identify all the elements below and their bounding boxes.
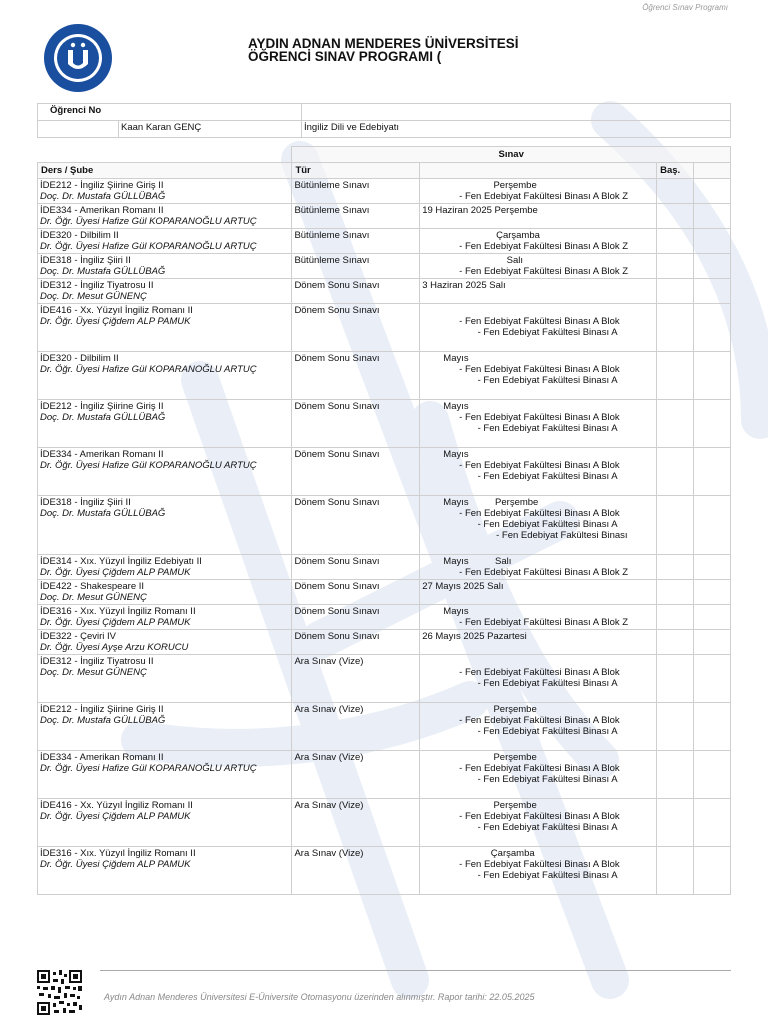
extra-cell [694,555,731,580]
teacher-name: Dr. Öğr. Üyesi Hafize Gül KOPARANOĞLU ARTUÇ [40,460,257,471]
course-name: İDE312 - İngiliz Tiyatrosu II [40,280,154,291]
col-details-header [420,163,657,179]
start-time [657,448,694,496]
exam-type: Bütünleme Sınavı [292,204,420,229]
course-name: İDE312 - İngiliz Tiyatrosu II [40,656,154,667]
teacher-name: Doç. Dr. Mustafa GÜLLÜBAĞ [40,266,166,277]
start-time [657,229,694,254]
exam-type: Ara Sınav (Vize) [292,751,420,799]
start-time [657,254,694,279]
extra-cell [694,847,731,895]
course-cell [38,580,292,605]
exam-type: Ara Sınav (Vize) [292,703,420,751]
student-no-value [302,104,731,121]
exam-type: Dönem Sonu Sınavı [292,496,420,555]
course-cell [38,703,292,751]
exam-details: 19 Haziran 2025 Perşembe [420,204,657,229]
exam-details: Mayıs - Fen Edebiyat Fakültesi Binası A Blok - Fen Edebiyat Fakültesi Binası A [420,400,657,448]
exam-type: Bütünleme Sınavı [292,229,420,254]
course-name: İDE416 - Xx. Yüzyıl İngiliz Romanı II [40,305,193,316]
course-name: İDE320 - Dilbilim II [40,353,119,364]
exam-type: Dönem Sonu Sınavı [292,555,420,580]
teacher-name: Doç. Dr. Mustafa GÜLLÜBAĞ [40,508,166,519]
exam-type: Bütünleme Sınavı [292,179,420,204]
course-name: İDE334 - Amerikan Romanı II [40,205,164,216]
course-cell [38,400,292,448]
table-row [38,352,731,400]
table-row [38,279,731,304]
table-row [38,630,731,655]
course-cell [38,352,292,400]
table-row [38,400,731,448]
col-course-header: Ders / Şube [38,163,292,179]
exam-details: - Fen Edebiyat Fakültesi Binası A Blok - Fen Edebiyat Fakültesi Binası A [420,655,657,703]
course-cell [38,496,292,555]
extra-cell [694,254,731,279]
exam-type: Ara Sınav (Vize) [292,655,420,703]
start-time [657,580,694,605]
table-row [38,496,731,555]
extra-cell [694,179,731,204]
document-title [248,37,519,63]
course-name: İDE318 - İngiliz Şiiri II [40,497,131,508]
start-time [657,279,694,304]
exam-details: 3 Haziran 2025 Salı [420,279,657,304]
start-time [657,496,694,555]
exam-type: Bütünleme Sınavı [292,254,420,279]
course-cell [38,229,292,254]
course-name: İDE334 - Amerikan Romanı II [40,449,164,460]
table-row [38,799,731,847]
start-time [657,630,694,655]
course-name: İDE416 - Xx. Yüzyıl İngiliz Romanı II [40,800,193,811]
extra-cell [694,448,731,496]
title-line-2: ÖĞRENCİ SINAV PROGRAMI ( [248,49,442,64]
exam-details: - Fen Edebiyat Fakültesi Binası A Blok - Fen Edebiyat Fakültesi Binası A [420,304,657,352]
start-time [657,555,694,580]
extra-cell [694,229,731,254]
exam-details: Perşembe - Fen Edebiyat Fakültesi Binası A Blok - Fen Edebiyat Fakültesi Binası A [420,799,657,847]
course-name: İDE320 - Dilbilim II [40,230,119,241]
course-cell [38,448,292,496]
course-name: İDE212 - İngiliz Şiirine Giriş II [40,180,164,191]
start-time [657,799,694,847]
exam-details: Çarşamba - Fen Edebiyat Fakültesi Binası A Blok - Fen Edebiyat Fakültesi Binası A [420,847,657,895]
exam-details: Mayıs Perşembe - Fen Edebiyat Fakültesi Binası A Blok - Fen Edebiyat Fakültesi Binası A - Fen Edebiyat Fakültesi Binası [420,496,657,555]
extra-cell [694,496,731,555]
exam-details: Perşembe - Fen Edebiyat Fakültesi Binası A Blok Z [420,179,657,204]
exam-type: Dönem Sonu Sınavı [292,279,420,304]
table-row [38,179,731,204]
table-row [38,448,731,496]
teacher-name: Dr. Öğr. Üyesi Çiğdem ALP PAMUK [40,859,191,870]
start-time [657,204,694,229]
title-line-1: AYDIN ADNAN MENDERES ÜNİVERSİTESİ [248,36,519,51]
teacher-name: Dr. Öğr. Üyesi Çiğdem ALP PAMUK [40,811,191,822]
exam-details: 27 Mayıs 2025 Salı [420,580,657,605]
course-cell [38,555,292,580]
department-name: İngiliz Dili ve Edebiyatı [302,121,731,138]
col-start-header: Baş. [657,163,694,179]
course-cell [38,630,292,655]
teacher-name: Dr. Öğr. Üyesi Ayşe Arzu KORUCU [40,642,189,653]
table-row [38,229,731,254]
teacher-name: Dr. Öğr. Üyesi Hafize Gül KOPARANOĞLU ARTUÇ [40,241,257,252]
exam-details: Perşembe - Fen Edebiyat Fakültesi Binası A Blok - Fen Edebiyat Fakültesi Binası A [420,703,657,751]
extra-cell [694,400,731,448]
table-row [38,703,731,751]
teacher-name: Doç. Dr. Mustafa GÜLLÜBAĞ [40,412,166,423]
start-time [657,304,694,352]
start-time [657,400,694,448]
course-name: İDE322 - Çeviri IV [40,631,117,642]
course-name: İDE212 - İngiliz Şiirine Giriş II [40,704,164,715]
exam-type: Dönem Sonu Sınavı [292,605,420,630]
exam-type: Dönem Sonu Sınavı [292,400,420,448]
exam-type: Dönem Sonu Sınavı [292,304,420,352]
exam-details: Mayıs - Fen Edebiyat Fakültesi Binası A Blok - Fen Edebiyat Fakültesi Binası A [420,352,657,400]
extra-cell [694,655,731,703]
exam-type: Ara Sınav (Vize) [292,847,420,895]
student-no-label: Öğrenci No [38,104,302,121]
exam-details: Salı - Fen Edebiyat Fakültesi Binası A Blok Z [420,254,657,279]
table-row [38,254,731,279]
table-row [38,655,731,703]
exam-details: Mayıs - Fen Edebiyat Fakültesi Binası A Blok Z [420,605,657,630]
exam-schedule-table [37,146,731,895]
table-row [38,304,731,352]
extra-cell [694,799,731,847]
course-name: İDE316 - Xıx. Yüzyıl İngiliz Romanı II [40,606,196,617]
teacher-name: Dr. Öğr. Üyesi Hafize Gül KOPARANOĞLU ARTUÇ [40,364,257,375]
extra-cell [694,204,731,229]
course-name: İDE212 - İngiliz Şiirine Giriş II [40,401,164,412]
qr-code [37,970,82,1015]
exam-type: Dönem Sonu Sınavı [292,630,420,655]
extra-cell [694,279,731,304]
table-row [38,751,731,799]
course-cell [38,279,292,304]
exam-type: Dönem Sonu Sınavı [292,448,420,496]
start-time [657,179,694,204]
extra-cell [694,703,731,751]
course-cell [38,254,292,279]
course-name: İDE422 - Shakespeare II [40,581,145,592]
teacher-name: Doç. Dr. Mustafa GÜLLÜBAĞ [40,715,166,726]
extra-cell [694,605,731,630]
course-cell [38,204,292,229]
exam-details: Perşembe - Fen Edebiyat Fakültesi Binası A Blok - Fen Edebiyat Fakültesi Binası A [420,751,657,799]
table-row [38,580,731,605]
teacher-name: Dr. Öğr. Üyesi Hafize Gül KOPARANOĞLU ARTUÇ [40,763,257,774]
exam-type: Ara Sınav (Vize) [292,799,420,847]
course-cell [38,847,292,895]
teacher-name: Dr. Öğr. Üyesi Çiğdem ALP PAMUK [40,617,191,628]
course-cell [38,655,292,703]
start-time [657,751,694,799]
table-row [38,605,731,630]
start-time [657,703,694,751]
teacher-name: Dr. Öğr. Üyesi Hafize Gül KOPARANOĞLU ARTUÇ [40,216,257,227]
teacher-name: Doç. Dr. Mesut GÜNENÇ [40,291,147,302]
extra-cell [694,580,731,605]
teacher-name: Doç. Dr. Mustafa GÜLLÜBAĞ [40,191,166,202]
start-time [657,655,694,703]
teacher-name: Dr. Öğr. Üyesi Çiğdem ALP PAMUK [40,567,191,578]
student-name: Kaan Karan GENÇ [119,121,302,138]
col-type-header: Tür [292,163,420,179]
teacher-name: Dr. Öğr. Üyesi Çiğdem ALP PAMUK [40,316,191,327]
course-name: İDE318 - İngiliz Şiiri II [40,255,131,266]
extra-cell [694,751,731,799]
start-time [657,352,694,400]
start-time [657,847,694,895]
footer-text: Aydın Adnan Menderes Üniversitesi E-Üniversite Otomasyonu üzerinden alınmıştır. Rapor tarihi: 22.05.2025 [104,992,535,1002]
course-cell [38,605,292,630]
teacher-name: Doç. Dr. Mesut GÜNENÇ [40,592,147,603]
exam-details: Çarşamba - Fen Edebiyat Fakültesi Binası A Blok Z [420,229,657,254]
table-row [38,847,731,895]
exam-details: Mayıs - Fen Edebiyat Fakültesi Binası A Blok - Fen Edebiyat Fakültesi Binası A [420,448,657,496]
extra-cell [694,630,731,655]
footer-divider [100,970,731,971]
exam-type: Dönem Sonu Sınavı [292,580,420,605]
exam-type: Dönem Sonu Sınavı [292,352,420,400]
course-cell [38,304,292,352]
teacher-name: Doç. Dr. Mesut GÜNENÇ [40,667,147,678]
start-time [657,605,694,630]
course-cell [38,751,292,799]
extra-cell [694,352,731,400]
course-name: İDE314 - Xıx. Yüzyıl İngiliz Edebiyatı II [40,556,202,567]
university-logo [42,22,114,94]
student-info-table [37,103,731,138]
course-cell [38,799,292,847]
table-row [38,204,731,229]
col-extra-header [694,163,731,179]
exam-details: Mayıs Salı - Fen Edebiyat Fakültesi Binası A Blok Z [420,555,657,580]
exam-group-header: Sınav [292,147,731,163]
extra-cell [694,304,731,352]
table-row [38,555,731,580]
page-label: Öğrenci Sınav Programı [642,3,728,12]
course-name: İDE316 - Xıx. Yüzyıl İngiliz Romanı II [40,848,196,859]
course-name: İDE334 - Amerikan Romanı II [40,752,164,763]
exam-details: 26 Mayıs 2025 Pazartesi [420,630,657,655]
info-empty-cell [38,121,119,138]
course-cell [38,179,292,204]
